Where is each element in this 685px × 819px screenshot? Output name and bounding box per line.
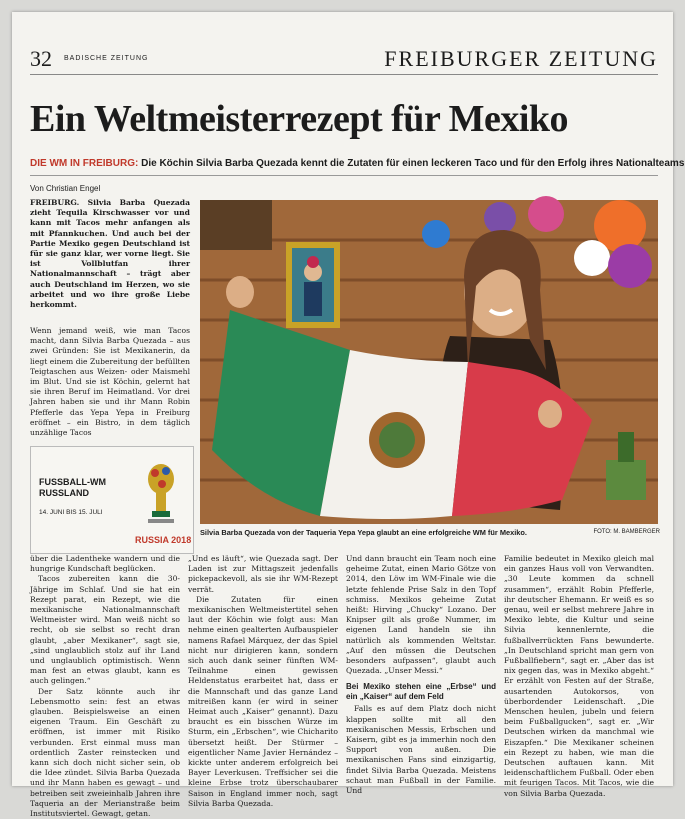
publication-name: BADISCHE ZEITUNG	[64, 55, 149, 62]
paragraph: „Und es läuft“, wie Quezada sagt. Der Laden ist zur Mittagszeit jedenfalls pickepackevoll, als sie ihr WM-Rezept verrät.	[188, 554, 338, 594]
world-cup-trophy-icon	[141, 457, 181, 533]
wm-box-dates: 14. JUNI BIS 15. JULI	[39, 509, 103, 516]
wm-box-title: FUSSBALL-WM RUSSLAND	[39, 477, 106, 498]
paragraph: über die Ladentheke wandern und die hungrige Kundschaft beglücken.	[30, 554, 180, 574]
section-title: FREIBURGER ZEITUNG	[384, 46, 658, 71]
article-column-1	[30, 554, 180, 819]
article-column-3	[346, 554, 496, 796]
paragraph: Und dann braucht ein Team noch eine geheime Zutat, einen Mario Götze von 2014, den Löw im WM-Finale wie die letzte fehlende Prise Salz in den Topf schmiss. Mexikos geheime Zutat heißt: Hirving „Chucky“ Lozano. Der Knipser gilt als große Nummer, im eigenen Land handeln sie ihn natürlich als kommenden Weltstar. „Auf den müssen die Deutschen besonders aufpassen“, glaubt auch Quezada. „Unser Messi.“	[346, 554, 496, 676]
paragraph: Familie bedeutet in Mexiko gleich mal ein ganzes Haus voll von Verwandten. „30 Leute kommen da schnell zusammen“, erzählt Robin Pfefferle, ihr deutscher Ehemann. Er weiß es so genau, weil er selbst mehrere Jahre in Mexiko lebte, die Kultur und seine Silvia kennenlernte, die fußballverrückten Fans bewunderte. „In Deutschland spricht man gern von Fußballfiebern“, sagt er. „Aber das ist nix gegen das, was in Mexiko abgeht.“ Er erzählt von Festen auf der Straße, ausartenden Autokorsos, von überbordender Leidenschaft. „Die Menschen heulen, jubeln und feiern beim Fußballgucken“, sagt er. „Wir Deutschen wirken da manchmal wie Eiszapfen.“ Die Mexikaner scheinen ein Rezept zu haben, wie man die Deutschen auftauen kann. Mit leidenschaftlichem Fußball. Oder eben mit feurigen Tacos. Mit Tacos, wie die von Silvia Barba Quezada.	[504, 554, 654, 798]
article-kicker	[30, 158, 685, 169]
wm-box-cup-label: RUSSIA 2018	[135, 535, 192, 545]
photo-credit: FOTO: M. BAMBERGER	[593, 529, 660, 535]
byline: Von Christian Engel	[30, 184, 101, 193]
kicker-text: Die Köchin Silvia Barba Quezada kennt die Zutaten für einen leckeren Taco und für den Erfolg ihres Nationalteams	[141, 158, 685, 169]
kicker-label: DIE WM IN FREIBURG:	[30, 158, 139, 169]
article-column-2	[188, 554, 338, 809]
article-headline: Ein Weltmeisterrezept für Mexiko	[30, 98, 569, 140]
paragraph: Der Satz könnte auch ihr Lebensmotto sein: fest an etwas glauben. Beispielsweise an einen eigenen Traum. Ein Geschäft zu eröffnen, ist immer mit Risiko verbunden. Erst einmal muss man ordentlich Zaster reinstecken und kann sich doch nicht sicher sein, ob die Idee zündet. Silvia Barba Quezada und ihr Mann haben es gewagt – und betreiben seit zweieinhalb Jahren ihre Taqueria an der Merianstraße beim Institutsviertel. Gewagt, getan.	[30, 686, 180, 819]
photo-caption-text: Silvia Barba Quezada von der Taqueria Yepa Yepa glaubt an eine erfolgreiche WM für Mexiko.	[200, 528, 527, 537]
page-number: 32	[30, 46, 52, 71]
divider	[30, 175, 658, 176]
article-intro-body: Wenn jemand weiß, wie man Tacos macht, dann Silvia Barba Quezada – aus zwei Gründen: Sie ist Mexikanerin, da liegt einem die Zubereitung der befüllten Teigtaschen aus Weizen- oder Maismehl im Blut. Und sie ist Köchin, gelernt hat sie ihren Beruf im Heimatland. Vor drei Jahren haben sie und ihr Mann Robin Pfefferle das Yepa Yepa in Freiburg eröffnet – ein Bistro, in dem täglich unzählige Tacos	[30, 326, 190, 438]
article-column-4	[504, 554, 654, 799]
article-lead: FREIBURG. Silvia Barba Quezada zieht Tequila Kirschwasser vor und kann mit Tacos mehr anfangen als mit Pfannkuchen. Und auch bei der Partie Mexiko gegen Deutschland ist für sie ganz klar, wer vorne liegt. Sie ist Vollblutfan ihrer Nationalmannschaft – trägt aber auch Deutschland im Herzen, wo sie arbeitet und wo ihre große Liebe herkommt.	[30, 198, 190, 310]
paragraph: Die Zutaten für einen mexikanischen Weltmeistertitel sehen laut der Köchin wie folgt aus: Man nehme einen gealterten Aufbauspieler namens Rafael Márquez, der das Spiel nicht nur dirigieren kann, sondern sich auch dank seiner fünften WM-Teilnahme einen gewissen Heldenstatus erarbeitet hat, dass er die Mannschaft und das ganze Land mitreißen kann (er wird in seiner Heimat auch „Kaiser“ genannt). Dazu braucht es ein bisschen Würze im Sturm, ein „Erbschen“, wie Chicharito übersetzt heißt. Der Stürmer – eigentlicher Name Javier Hernández – kickte unter anderem erfolgreich bei Bayer Leverkusen. Treffsicher sei die kleine Erbse trotz überschaubarer Saison in England immer noch, sagt Silvia Barba Quezada.	[188, 594, 338, 808]
photo-caption	[200, 528, 660, 537]
article-photo	[200, 200, 658, 524]
subheadline: Bei Mexiko stehen eine „Erbse“ und ein „Kaiser“ auf dem Feld	[346, 682, 496, 702]
page-header	[30, 46, 658, 75]
newspaper-page	[12, 12, 685, 819]
paragraph: Falls es auf dem Platz doch nicht klappen sollte mit all den mexikanischen Messis, Erbschen und Kaisern, gibt es ja immerhin noch den Support von außen. Die mexikanischen Fans sind einzigartig, findet Silvia Barba Quezada. Meistens schaut man Fußball in der Familie. Und	[346, 704, 496, 796]
paragraph: Tacos zubereiten kann die 30-Jährige im Schlaf. Und sie hat ein Rezept parat, ein Rezept, wie die mexikanische Nationalmannschaft Weltmeister wird. Man weiß nicht so recht, ob sie selbst so recht dran glaubt, „aber Mexikaner“, sagt sie, „sind unglaublich stolz auf ihr Land und unglaublich optimistisch. Wenn man fest an etwas glaubt, kann es auch gelingen.“	[30, 574, 180, 686]
wm-info-box	[30, 446, 194, 554]
